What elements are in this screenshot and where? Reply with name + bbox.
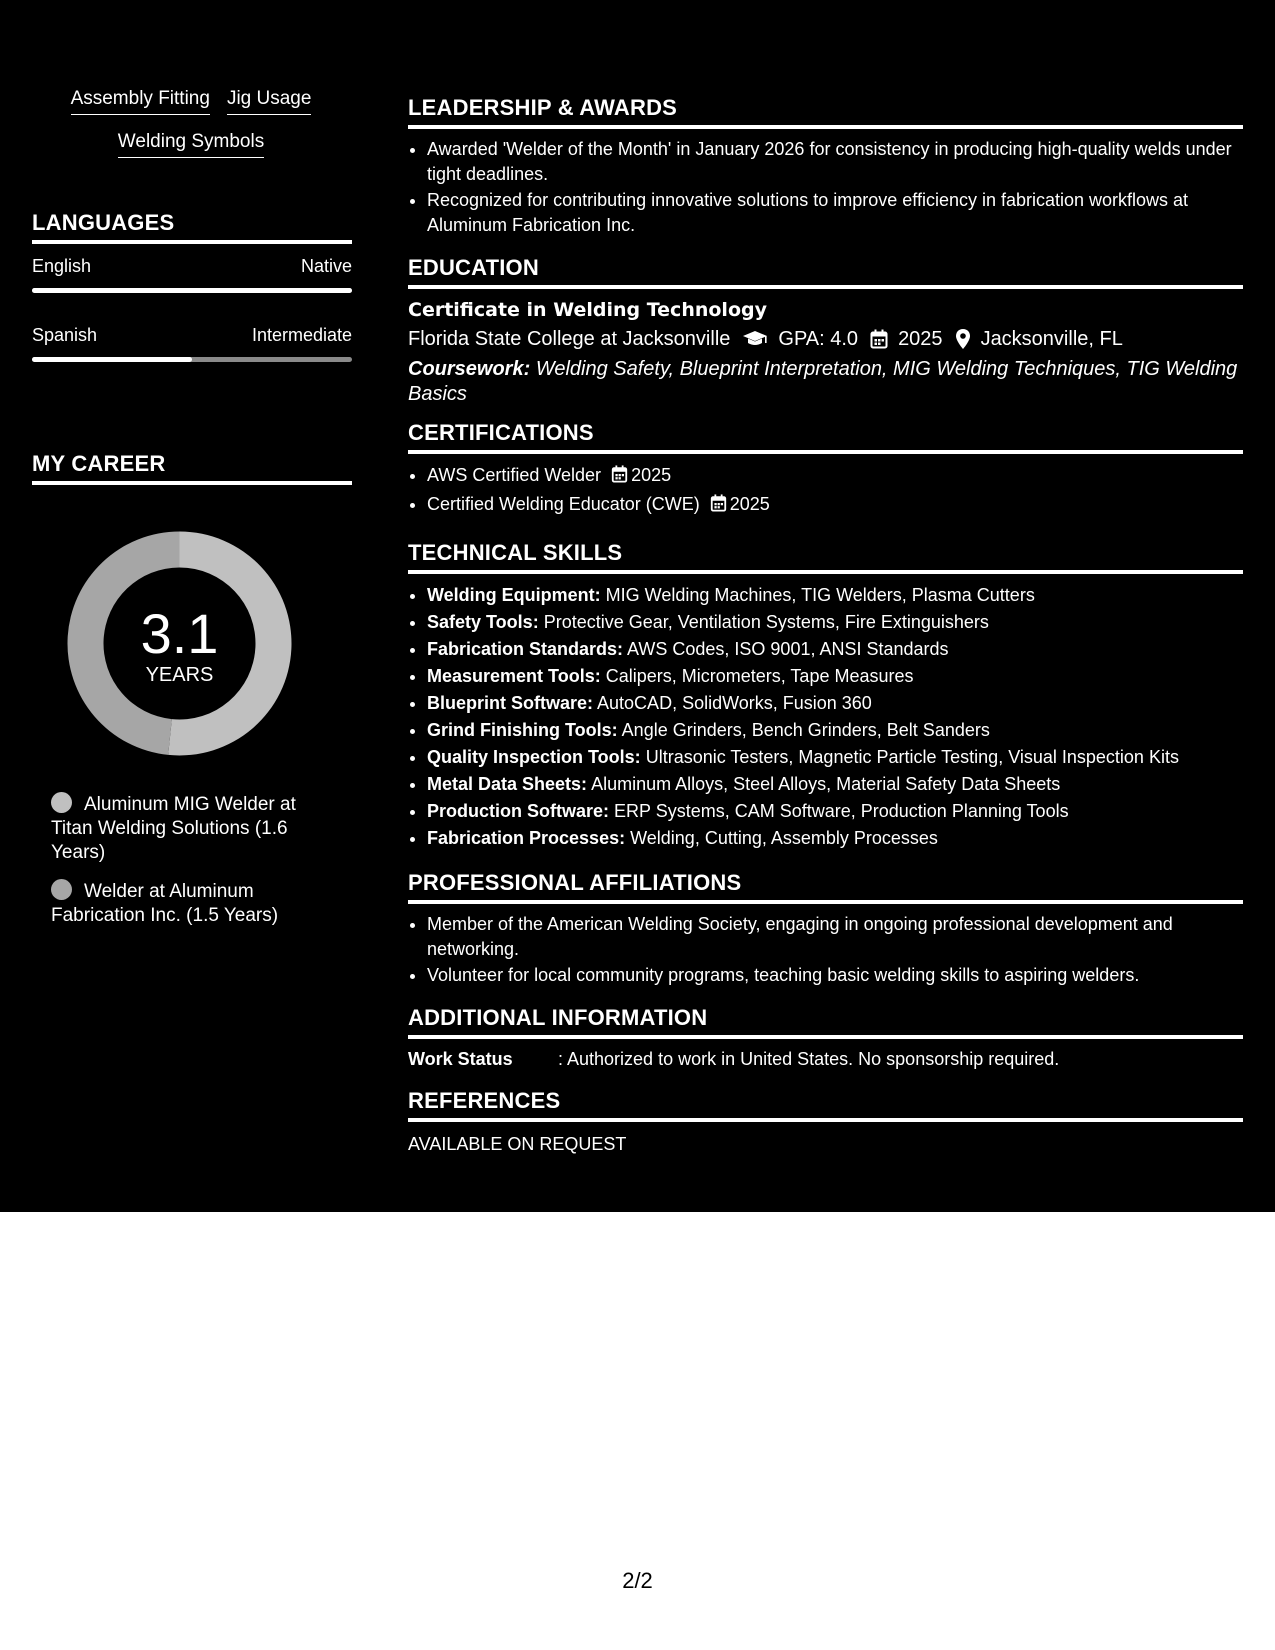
skill-value: Welding, Cutting, Assembly Processes bbox=[630, 828, 938, 848]
affiliation-item: • Member of the American Welding Society, engaging in ongoing professional development and networking. bbox=[427, 912, 1243, 962]
coursework bbox=[408, 357, 1243, 407]
language-item bbox=[32, 323, 352, 362]
skill-item bbox=[427, 636, 1243, 663]
languages-heading: LANGUAGES bbox=[32, 210, 352, 244]
graduation-cap-icon bbox=[742, 330, 768, 348]
career-legend-dot bbox=[51, 879, 72, 900]
skill-value: ERP Systems, CAM Software, Production Planning Tools bbox=[614, 801, 1069, 821]
skill-tag: Welding Symbols bbox=[118, 129, 264, 158]
technical-skills-section bbox=[408, 540, 1243, 852]
language-name: English bbox=[32, 256, 92, 276]
career-legend-dot bbox=[51, 792, 72, 813]
degree-title: Certificate in Welding Technology bbox=[408, 299, 767, 321]
skill-value: Aluminum Alloys, Steel Alloys, Material Safety Data Sheets bbox=[591, 774, 1061, 794]
skill-tag: Assembly Fitting bbox=[71, 86, 210, 115]
technical-skills-heading: TECHNICAL SKILLS bbox=[408, 540, 1243, 574]
skill-value: AutoCAD, SolidWorks, Fusion 360 bbox=[597, 693, 872, 713]
skill-label: Welding Equipment: bbox=[427, 585, 601, 605]
career-total-years: 3.1 bbox=[140, 602, 219, 665]
certifications-section bbox=[408, 420, 1243, 520]
career-item bbox=[51, 879, 311, 928]
leadership-section bbox=[408, 95, 1243, 239]
calendar-icon bbox=[611, 464, 628, 491]
references-heading: REFERENCES bbox=[408, 1088, 1243, 1122]
language-item bbox=[32, 254, 352, 293]
skill-item bbox=[427, 663, 1243, 690]
skill-label: Metal Data Sheets: bbox=[427, 774, 588, 794]
career-list bbox=[51, 792, 311, 942]
career-item bbox=[51, 792, 311, 865]
skill-item bbox=[427, 825, 1243, 852]
language-proficiency-fill bbox=[32, 288, 352, 293]
education-heading: EDUCATION bbox=[408, 255, 1243, 289]
skill-label: Safety Tools: bbox=[427, 612, 539, 632]
affiliations-heading: PROFESSIONAL AFFILIATIONS bbox=[408, 870, 1243, 904]
gpa: GPA: 4.0 bbox=[778, 328, 859, 350]
page-number: 2/2 bbox=[622, 1568, 653, 1593]
skill-value: AWS Codes, ISO 9001, ANSI Standards bbox=[627, 639, 949, 659]
skill-label: Fabrication Standards: bbox=[427, 639, 624, 659]
right-column bbox=[383, 0, 1275, 1212]
leadership-item: • Recognized for contributing innovative solutions to improve efficiency in fabrication workflows at Aluminum Fabrication Inc. bbox=[427, 188, 1243, 238]
skill-label: Blueprint Software: bbox=[427, 693, 594, 713]
certification-name: Certified Welding Educator (CWE) bbox=[427, 494, 700, 514]
skill-label: Fabrication Processes: bbox=[427, 828, 626, 848]
career-item-label: Welder at Aluminum Fabrication Inc. (1.5 Years) bbox=[51, 881, 279, 926]
skill-item bbox=[427, 744, 1243, 771]
language-proficiency-bar bbox=[32, 357, 352, 362]
affiliation-item: • Volunteer for local community programs, teaching basic welding skills to aspiring welders. bbox=[427, 963, 1243, 988]
skill-item bbox=[427, 717, 1243, 744]
graduation-year: 2025 bbox=[898, 328, 943, 350]
skill-item bbox=[427, 690, 1243, 717]
skill-item bbox=[427, 798, 1243, 825]
career-item-label: Aluminum MIG Welder at Titan Welding Solutions (1.6 Years) bbox=[51, 794, 296, 863]
certifications-heading: CERTIFICATIONS bbox=[408, 420, 1243, 454]
coursework-label: Coursework: bbox=[408, 358, 531, 380]
career-donut-chart bbox=[67, 531, 292, 756]
language-level: Native bbox=[300, 256, 352, 276]
work-status-label: Work Status bbox=[408, 1049, 513, 1069]
language-name: Spanish bbox=[32, 325, 98, 345]
skill-label: Quality Inspection Tools: bbox=[427, 747, 641, 767]
references-text: AVAILABLE ON REQUEST bbox=[408, 1134, 627, 1154]
skill-item bbox=[427, 771, 1243, 798]
leadership-heading: LEADERSHIP & AWARDS bbox=[408, 95, 1243, 129]
career-heading: MY CAREER bbox=[32, 451, 352, 485]
affiliations-section bbox=[408, 870, 1243, 989]
calendar-icon bbox=[710, 493, 727, 520]
coursework-list: Welding Safety, Blueprint Interpretation, MIG Welding Techniques, TIG Welding Basics bbox=[408, 358, 1238, 405]
certification-year: 2025 bbox=[729, 494, 770, 514]
school-name: Florida State College at Jacksonville bbox=[408, 328, 731, 350]
leadership-item: • Awarded 'Welder of the Month' in January 2026 for consistency in producing high-quality welds under tight deadlines. bbox=[427, 137, 1243, 187]
skill-label: Production Software: bbox=[427, 801, 610, 821]
skill-item bbox=[427, 609, 1243, 636]
calendar-icon bbox=[870, 329, 888, 349]
certification-item bbox=[427, 462, 1243, 491]
education-section bbox=[408, 255, 1243, 407]
certification-item bbox=[427, 491, 1243, 520]
skill-value: Ultrasonic Testers, Magnetic Particle Testing, Visual Inspection Kits bbox=[645, 747, 1179, 767]
language-proficiency-bar bbox=[32, 288, 352, 293]
left-column bbox=[0, 0, 383, 1212]
education-meta bbox=[408, 324, 1243, 354]
skill-value: Calipers, Micrometers, Tape Measures bbox=[605, 666, 914, 686]
work-status-value: : Authorized to work in United States. No sponsorship required. bbox=[558, 1049, 1060, 1069]
additional-info-heading: ADDITIONAL INFORMATION bbox=[408, 1005, 1243, 1039]
certification-name: AWS Certified Welder bbox=[427, 465, 602, 485]
skill-label: Grind Finishing Tools: bbox=[427, 720, 618, 740]
certification-year: 2025 bbox=[631, 465, 672, 485]
language-proficiency-fill bbox=[32, 357, 192, 362]
additional-info-section bbox=[408, 1005, 1243, 1071]
references-section bbox=[408, 1088, 1243, 1156]
skill-value: Angle Grinders, Bench Grinders, Belt Sanders bbox=[621, 720, 990, 740]
skill-tags-row-1 bbox=[30, 86, 352, 115]
location-pin-icon bbox=[955, 328, 971, 350]
skill-label: Measurement Tools: bbox=[427, 666, 601, 686]
work-status-row bbox=[408, 1047, 1243, 1071]
skill-item bbox=[427, 582, 1243, 609]
skill-value: MIG Welding Machines, TIG Welders, Plasma Cutters bbox=[605, 585, 1035, 605]
skill-value: Protective Gear, Ventilation Systems, Fire Extinguishers bbox=[543, 612, 989, 632]
skill-tags-row-2 bbox=[30, 129, 352, 158]
skill-tags bbox=[30, 86, 352, 172]
language-level: Intermediate bbox=[251, 325, 352, 345]
career-years-unit: YEARS bbox=[145, 664, 214, 686]
skill-tag: Jig Usage bbox=[227, 86, 312, 115]
school-location: Jacksonville, FL bbox=[980, 328, 1123, 350]
